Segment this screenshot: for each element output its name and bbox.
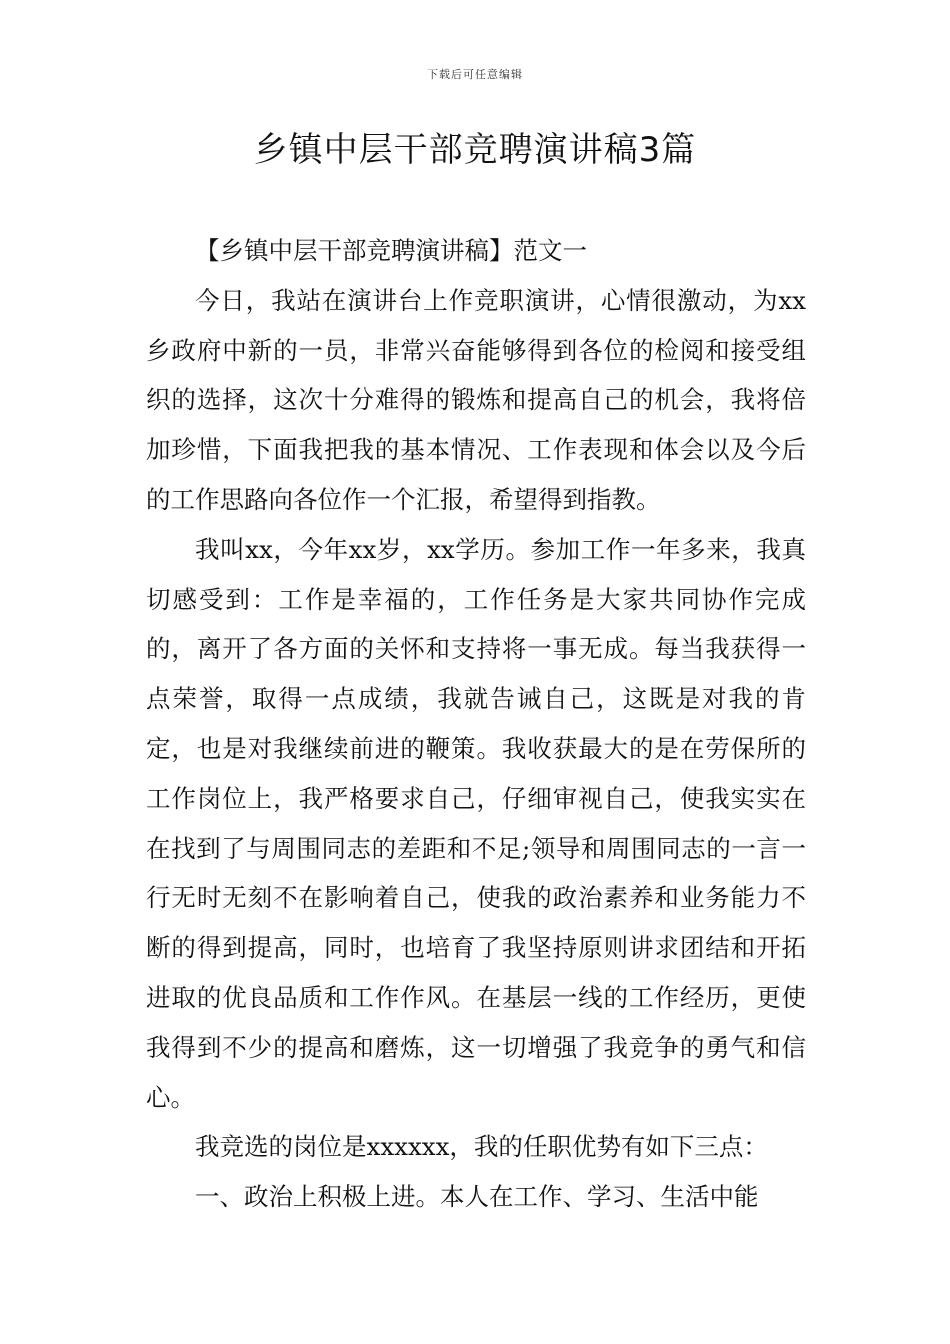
document-title: 乡镇中层干部竞聘演讲稿3篇 [253,130,697,170]
paragraph: 我叫xx，今年xx岁，xx学历。参加工作一年多来，我真切感受到：工作是幸福的，工作任务是大家共同协作完成的，离开了各方面的关怀和支持将一事无成。每当我获得一点荣誉，取得一点成绩，我就告诫自己，这既是对我的肯定，也是对我继续前进的鞭策。我收获最大的是在劳保所的工作岗位上，我严格要求自己，仔细审视自己，使我实实在在找到了与周围同志的差距和不足;领导和周围同志的一言一行无时无刻不在影响着自己，使我的政治素养和业务能力不断的得到提高，同时，也培育了我坚持原则讲求团结和开拓进取的优良品质和工作作风。在基层一线的工作经历，更使我得到不少的提高和磨炼，这一切增强了我竞争的勇气和信心。 [146,534,806,1112]
paragraph: 今日，我站在演讲台上作竞职演讲，心情很激动，为xx乡政府中新的一员，非常兴奋能够得到各位的检阅和接受组织的选择，这次十分难得的锻炼和提高自己的机会，我将倍加珍惜，下面我把我的基本情况、工作表现和体会以及今后的工作思路向各位作一个汇报，希望得到指教。 [146,285,806,514]
paragraph: 我竞选的岗位是xxxxxx，我的任职优势有如下三点： [195,1132,768,1162]
header-note: 下载后可任意编辑 [427,68,523,81]
document-body [146,226,806,1222]
section-heading: 【乡镇中层干部竞聘演讲稿】范文一 [195,236,587,265]
paragraph: 一、政治上积极上进。本人在工作、学习、生活中能 [195,1182,759,1212]
